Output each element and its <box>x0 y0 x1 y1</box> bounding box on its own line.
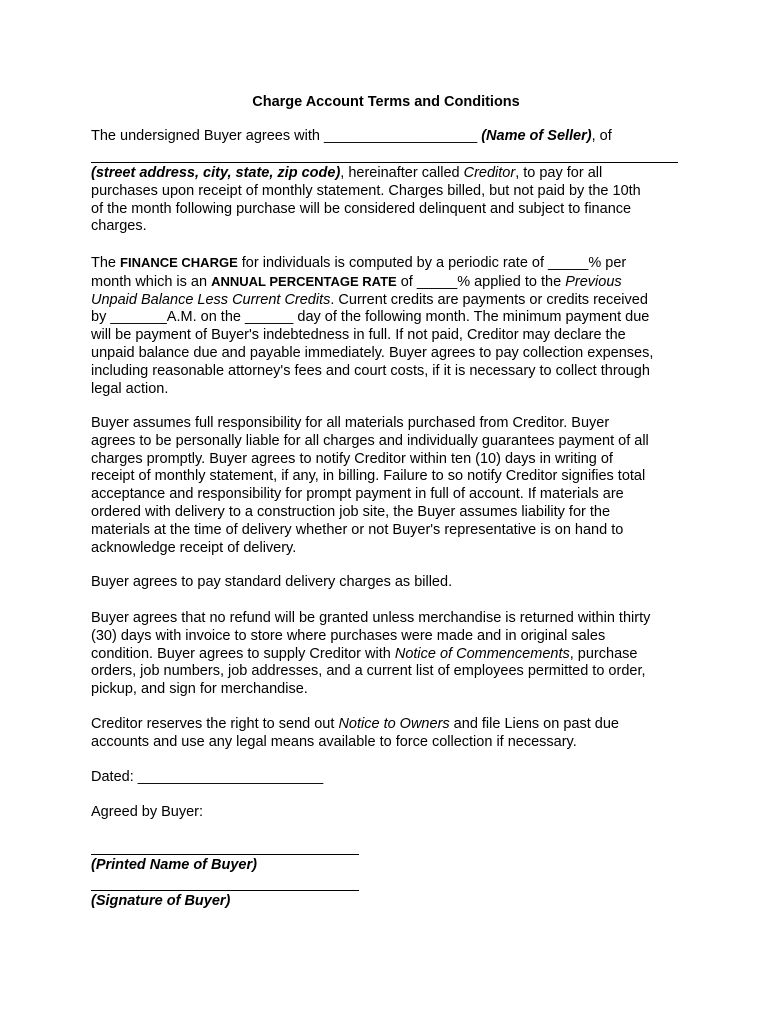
document-title: Charge Account Terms and Conditions <box>252 94 520 110</box>
finance-line: including reasonable attorney's fees and court costs, if it is necessary to collect through <box>91 362 650 379</box>
refund-line: pickup, and sign for merchandise. <box>91 681 308 698</box>
finance-text: for individuals is computed by a periodic rate of _____% per <box>237 255 627 271</box>
notice-paragraph <box>91 716 681 752</box>
finance-line: by _______A.M. on the ______ day of the following month. The minimum payment due <box>91 309 650 326</box>
agreed-by-buyer-label: Agreed by Buyer: <box>91 804 204 820</box>
address-label: (street address, city, state, zip code) <box>91 165 341 181</box>
responsibility-line: acknowledge receipt of delivery. <box>91 539 297 556</box>
apr-term: ANNUAL PERCENTAGE RATE <box>211 273 397 289</box>
refund-line: (30) days with invoice to store where purchases were made and in original sales <box>91 627 606 644</box>
finance-charge-paragraph <box>91 254 681 398</box>
intro-after-seller: , of <box>591 128 612 144</box>
responsibility-paragraph <box>91 415 681 557</box>
finance-italic: Previous <box>565 273 622 290</box>
responsibility-line: materials at the time of delivery whether or not Buyer's representative is on hand to <box>91 521 624 538</box>
responsibility-line: ordered with delivery to a construction job site, the Buyer assumes liability for the <box>91 503 611 520</box>
finance-text: of _____% applied to the <box>396 273 566 290</box>
responsibility-line: Buyer assumes full responsibility for all materials purchased from Creditor. Buyer <box>91 415 610 431</box>
seller-name-label: (Name of Seller) <box>481 128 592 144</box>
notice-text: Creditor reserves the right to send out <box>91 716 339 732</box>
signature-line <box>91 890 359 891</box>
address-line: charges. <box>91 218 147 235</box>
dated-field: Dated: _______________________ <box>91 769 324 785</box>
finance-line: unpaid balance due and payable immediately. Buyer agrees to pay collection expenses, <box>91 344 654 361</box>
finance-line: will be payment of Buyer's indebtedness in full. If not paid, Creditor may declare the <box>91 327 626 344</box>
signature-label: (Signature of Buyer) <box>91 893 231 909</box>
address-text: , hereinafter called <box>340 165 464 181</box>
notice-to-owners-term: Notice to Owners <box>338 716 450 732</box>
notice-of-commencements-term: Notice of Commencements <box>394 645 570 662</box>
finance-line: legal action. <box>91 380 169 397</box>
refund-paragraph <box>91 610 681 699</box>
notice-text: and file Liens on past due <box>449 716 619 732</box>
address-text: , to pay for all <box>515 165 603 181</box>
address-paragraph <box>91 165 681 236</box>
printed-name-label: (Printed Name of Buyer) <box>91 857 257 873</box>
responsibility-line: receipt of monthly statement, if any, in billing. Failure to so notify Creditor signifies total <box>91 468 646 485</box>
finance-text: . Current credits are payments or credits received <box>330 291 648 308</box>
finance-italic: Unpaid Balance Less Current Credits <box>91 291 331 308</box>
refund-line: Buyer agrees that no refund will be granted unless merchandise is returned within thirty <box>91 610 651 626</box>
responsibility-line: agrees to be personally liable for all charges and individually guarantees payment of all <box>91 432 649 449</box>
address-blank-line <box>91 162 678 163</box>
finance-text: The <box>91 255 121 271</box>
refund-line: orders, job numbers, job addresses, and a current list of employees permitted to order, <box>91 663 646 680</box>
intro-text: The undersigned Buyer agrees with ___________________ <box>91 128 482 144</box>
printed-name-signature-line <box>91 854 359 855</box>
creditor-term: Creditor <box>463 165 516 181</box>
notice-line: accounts and use any legal means available to force collection if necessary. <box>91 733 577 750</box>
delivery-paragraph <box>91 574 681 592</box>
responsibility-line: charges promptly. Buyer agrees to notify Creditor within ten (10) days in writing of <box>91 450 613 467</box>
finance-charge-term: FINANCE CHARGE <box>120 255 238 270</box>
address-line: of the month following purchase will be considered delinquent and subject to finance <box>91 200 632 217</box>
finance-text: month which is an <box>91 273 212 290</box>
responsibility-line: acceptance and responsibility for prompt payment in full of account. If materials are <box>91 486 624 503</box>
intro-paragraph <box>91 128 681 146</box>
delivery-line: Buyer agrees to pay standard delivery charges as billed. <box>91 574 453 590</box>
refund-text: , purchase <box>569 645 638 662</box>
refund-text: condition. Buyer agrees to supply Creditor with <box>91 645 395 662</box>
address-line: purchases upon receipt of monthly statement. Charges billed, but not paid by the 10th <box>91 182 641 199</box>
